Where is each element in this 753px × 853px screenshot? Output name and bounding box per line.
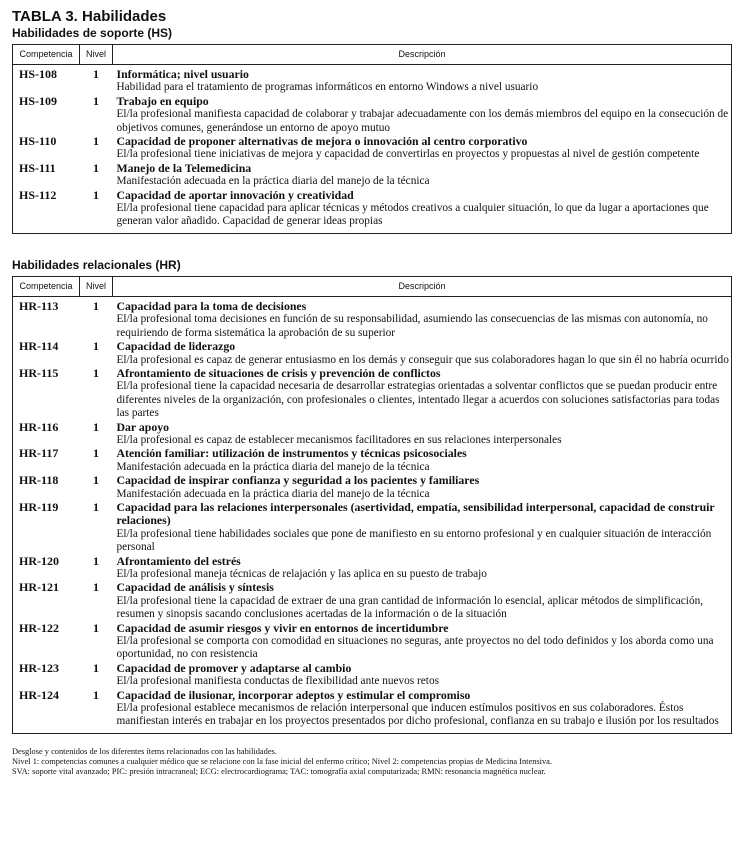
competency-text: Habilidad para el tratamiento de programas informáticos en entorno Windows a nivel usuario xyxy=(116,81,539,94)
table-title-prefix: TABLA 3. xyxy=(12,8,78,25)
competency-description xyxy=(113,135,732,162)
competency-description xyxy=(113,189,732,234)
table-row xyxy=(13,474,732,501)
competency-name: Afrontamiento del estrés xyxy=(116,553,241,568)
table-title-bold: Habilidades xyxy=(82,8,167,25)
competency-name: Capacidad de ilusionar, incorporar adeptos y estimular el compromiso xyxy=(116,687,471,702)
competency-description xyxy=(113,501,732,555)
header-nivel: Nivel xyxy=(80,45,113,65)
competency-text: El/la profesional tiene iniciativas de mejora y capacidad de convertirlas en proyectos y propuestas al nivel de gestión competente xyxy=(116,148,700,161)
competency-text: El/la profesional tiene capacidad para aplicar técnicas y métodos creativos a cualquier situación, lo que da lugar a aportaciones que generan valor añadido. Capacidad de generar ideas propias xyxy=(116,202,709,228)
competency-text: El/la profesional tiene habilidades sociales que pone de manifiesto en su entorno profesional y en cualquier situación de interacción personal xyxy=(116,527,712,554)
competency-name: Capacidad para las relaciones interpersonales (asertividad, empatía, sensibilidad interpersonal, capacidad de construir relaciones) xyxy=(116,499,715,528)
table-row xyxy=(13,555,732,582)
competency-description xyxy=(113,95,732,135)
table-row xyxy=(13,447,732,474)
table-row xyxy=(13,189,732,234)
table-row xyxy=(13,689,732,734)
footnote: Nivel 1: competencias comunes a cualquier médico que se relacione con la fase inicial del enfermo crítico; Nivel 2: competencias propias de Medicina Intensiva. xyxy=(12,757,552,767)
header-nivel: Nivel xyxy=(80,276,113,296)
competency-code: HR-116 xyxy=(19,419,59,434)
section-title: Habilidades de soporte (HS) xyxy=(12,26,173,40)
competency-text: Manifestación adecuada en la práctica diaria del manejo de la técnica xyxy=(116,460,430,473)
table-row xyxy=(13,296,732,340)
competency-level: 1 xyxy=(93,67,99,81)
competency-level: 1 xyxy=(93,419,99,434)
competency-name: Dar apoyo xyxy=(116,419,170,434)
competency-level: 1 xyxy=(93,446,99,461)
table-row xyxy=(13,622,732,662)
competency-text: Manifestación adecuada en la práctica diaria del manejo de la técnica xyxy=(116,175,430,188)
competency-level: 1 xyxy=(93,473,99,488)
footnote: Desglose y contenidos de los diferentes ítems relacionados con las habilidades. xyxy=(12,746,277,756)
competency-name: Capacidad de aportar innovación y creatividad xyxy=(116,187,354,202)
competency-text: El/la profesional maneja técnicas de relajación y las aplica en su puesto de trabajo xyxy=(116,568,487,580)
table-row xyxy=(13,581,732,621)
footnotes xyxy=(12,747,731,778)
competency-code: HS-111 xyxy=(19,160,56,175)
competency-code: HR-115 xyxy=(19,365,59,380)
competency-text: El/la profesional toma decisiones en función de su responsabilidad, asumiendo las consecuencias de las mismas con autonomía, no requiriendo de forma sistemática la aprobación de su superior xyxy=(116,313,708,339)
competency-description xyxy=(113,662,732,689)
competency-level: 1 xyxy=(93,687,99,702)
competency-code: HR-120 xyxy=(19,553,59,568)
skills-table xyxy=(12,44,732,234)
competency-description xyxy=(113,65,732,95)
competency-code: HR-117 xyxy=(19,446,59,461)
header-descripcion: Descripción xyxy=(113,276,732,296)
table-body xyxy=(13,296,732,733)
table-row xyxy=(13,162,732,189)
competency-code: HR-124 xyxy=(19,687,59,702)
competency-name: Capacidad de promover y adaptarse al cambio xyxy=(116,660,352,675)
competency-text: El/la profesional manifiesta capacidad de colaborar y trabajar adecuadamente con los demás miembros del equipo en la consecución de objetivos comunes, generándose un entorno de apoyo mutuo xyxy=(116,108,729,134)
competency-name: Trabajo en equipo xyxy=(116,93,209,108)
competency-description xyxy=(113,340,732,367)
competency-level: 1 xyxy=(93,620,99,635)
competency-text: Manifestación adecuada en la práctica diaria del manejo de la técnica xyxy=(116,487,430,500)
table-row xyxy=(13,95,732,135)
competency-description xyxy=(113,689,732,734)
table-header-row xyxy=(13,45,732,65)
competency-level: 1 xyxy=(93,134,99,149)
competency-description xyxy=(113,367,732,421)
document-page xyxy=(12,8,731,778)
competency-text: El/la profesional es capaz de establecer mecanismos facilitadores en sus relaciones interpersonales xyxy=(116,433,562,446)
competency-name: Capacidad de liderazgo xyxy=(116,339,236,354)
competency-code: HR-118 xyxy=(19,473,59,488)
competency-text: El/la profesional establece mecanismos de relación interpersonal que inducen estímulos positivos en sus colaboradores. Éstos manifiestan interés en trabajar en los proyectos presentados por dicho profesional, confianza en su trabajo e ilusión por los resultados xyxy=(116,702,719,728)
competency-code: HR-119 xyxy=(19,499,59,514)
competency-description xyxy=(113,581,732,621)
competency-level: 1 xyxy=(93,187,99,202)
competency-level: 1 xyxy=(93,339,99,354)
competency-level: 1 xyxy=(93,160,99,175)
skills-table xyxy=(12,276,732,734)
table-row xyxy=(13,421,732,448)
competency-text: El/la profesional se comporta con comodidad en situaciones no seguras, ante proyectos no del todo definidos y los aborda como una oportunidad, no con resistencia xyxy=(116,635,714,661)
competency-level: 1 xyxy=(93,580,99,595)
table-title xyxy=(12,8,731,25)
competency-description xyxy=(113,622,732,662)
table-row xyxy=(13,340,732,367)
competency-name: Afrontamiento de situaciones de crisis y prevención de conflictos xyxy=(116,365,441,380)
competency-name: Capacidad de análisis y síntesis xyxy=(116,580,274,595)
competency-text: El/la profesional tiene la capacidad necesaria de desarrollar estrategias orientadas a solventar conflictos que se puedan producir entre diferentes niveles de la organización, con profesionales o clientes, intentado llegar a acuerdos con soluciones satisfactorias para todas las partes xyxy=(116,380,720,420)
table-row xyxy=(13,65,732,95)
competency-code: HR-113 xyxy=(19,298,59,313)
competency-code: HS-108 xyxy=(19,67,58,81)
competency-description xyxy=(113,447,732,474)
competency-level: 1 xyxy=(93,93,99,108)
table-body xyxy=(13,65,732,234)
competency-description xyxy=(113,296,732,340)
competency-name: Capacidad de asumir riesgos y vivir en entornos de incertidumbre xyxy=(116,620,449,635)
competency-text: El/la profesional tiene la capacidad de extraer de una gran cantidad de información lo esencial, aplicar métodos de simplificación, resumen y sinopsis sacando conclusiones acertadas de la información o de la situación xyxy=(116,594,704,621)
table-row xyxy=(13,135,732,162)
competency-text: El/la profesional manifiesta conductas de flexibilidad ante nuevos retos xyxy=(116,675,439,688)
competency-name: Capacidad de proponer alternativas de mejora o innovación al centro corporativo xyxy=(116,134,528,149)
competency-level: 1 xyxy=(93,553,99,568)
competency-code: HS-110 xyxy=(19,134,57,149)
table-row xyxy=(13,367,732,421)
competency-description xyxy=(113,421,732,448)
table-header-row xyxy=(13,276,732,296)
competency-description xyxy=(113,162,732,189)
competency-code: HR-122 xyxy=(19,620,59,635)
competency-name: Atención familiar: utilización de instrumentos y técnicas psicosociales xyxy=(116,446,467,461)
table-row xyxy=(13,662,732,689)
competency-name: Informática; nivel usuario xyxy=(116,67,249,81)
competency-code: HR-121 xyxy=(19,580,59,595)
competency-name: Capacidad de inspirar confianza y seguridad a los pacientes y familiares xyxy=(116,473,480,488)
header-competencia: Competencia xyxy=(13,276,80,296)
competency-level: 1 xyxy=(93,660,99,675)
competency-name: Manejo de la Telemedicina xyxy=(116,160,252,175)
competency-level: 1 xyxy=(93,298,99,313)
competency-description xyxy=(113,555,732,582)
table-row xyxy=(13,501,732,555)
competency-description xyxy=(113,474,732,501)
competency-code: HR-123 xyxy=(19,660,59,675)
header-competencia: Competencia xyxy=(13,45,80,65)
competency-code: HS-112 xyxy=(19,187,57,202)
footnote: SVA: soporte vital avanzado; PIC: presión intracraneal; ECG: electrocardiograma; TAC: tomografía axial computarizada; RMN: resonancia magnética nuclear. xyxy=(12,767,546,777)
competency-code: HS-109 xyxy=(19,93,58,108)
header-descripcion: Descripción xyxy=(113,45,732,65)
section-hr xyxy=(12,258,731,734)
section-title: Habilidades relacionales (HR) xyxy=(12,257,181,272)
section-hs xyxy=(12,26,731,234)
competency-code: HR-114 xyxy=(19,339,59,354)
competency-level: 1 xyxy=(93,499,99,514)
competency-text: El/la profesional es capaz de generar entusiasmo en los demás y conseguir que sus colaboradores hagan lo que sin él no habría ocurrido xyxy=(116,353,729,366)
competency-name: Capacidad para la toma de decisiones xyxy=(116,298,307,313)
competency-level: 1 xyxy=(93,365,99,380)
